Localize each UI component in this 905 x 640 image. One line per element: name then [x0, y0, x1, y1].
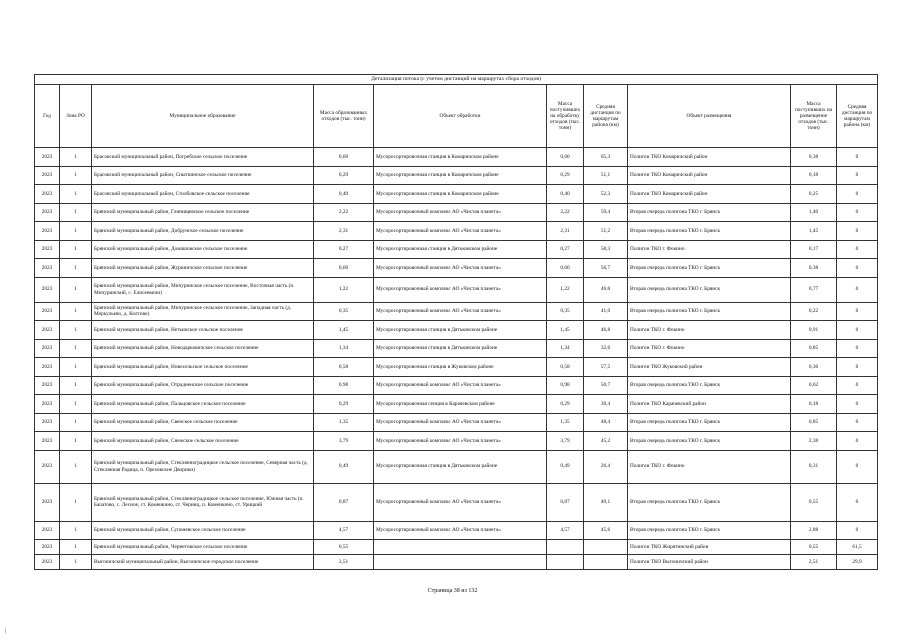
cell-generated-mass: 1,45: [314, 321, 374, 340]
cell-processing-distance: 52,3: [584, 185, 628, 204]
cell-processing-mass: 1,35: [547, 413, 584, 432]
table-row: [35, 339, 878, 358]
cell-generated-mass: 2,31: [314, 222, 374, 241]
cell-processing-mass: 2,22: [547, 203, 584, 222]
col-header-zone: Зона РО: [60, 85, 92, 148]
cell-processing-mass: 0,35: [547, 302, 584, 321]
cell-disposal-distance: 0: [837, 413, 878, 432]
cell-processing-distance: 46,6: [584, 277, 628, 302]
cell-processing-mass: [547, 540, 584, 555]
cell-generated-mass: 2,51: [314, 555, 374, 570]
cell-year: 2023: [35, 483, 60, 521]
cell-disposal-facility: Полигон ТКО Жуковский район: [628, 358, 791, 377]
cell-zone: 1: [60, 166, 92, 185]
cell-processing-distance: 57,5: [584, 358, 628, 377]
cell-generated-mass: 0,98: [314, 376, 374, 395]
cell-disposal-distance: 0: [837, 185, 878, 204]
cell-processing-distance: 48,4: [584, 413, 628, 432]
table-row: [35, 302, 878, 321]
cell-processing-distance: 58,3: [584, 240, 628, 259]
cell-municipality: Брянский муниципальный район, Пальцовское сельское поселение: [92, 395, 314, 414]
cell-disposal-facility: Полигон ТКО г. Фокино: [628, 339, 791, 358]
cell-generated-mass: 1,34: [314, 339, 374, 358]
col-header-disposal-facility: Объект размещения: [628, 85, 791, 148]
cell-municipality: Брянский муниципальный район, Мичуринское сельское поселение, Восточная часть (п. Мичуринский, с. Елисеевичи): [92, 277, 314, 302]
table-row: [35, 540, 878, 555]
cell-processing-mass: 2,31: [547, 222, 584, 241]
cell-disposal-distance: 0: [837, 339, 878, 358]
cell-processing-mass: 0,27: [547, 240, 584, 259]
cell-municipality: Брянский муниципальный район, Свенское сельское поселение: [92, 413, 314, 432]
cell-disposal-mass: 0,18: [791, 166, 837, 185]
cell-municipality: Брянский муниципальный район, Домашовское сельское поселение: [92, 240, 314, 259]
cell-processing-facility: Мусоросортировочная станция в Жуковском районе: [374, 358, 547, 377]
cell-disposal-facility: Полигон ТКО Жирятинский район: [628, 540, 791, 555]
cell-zone: 1: [60, 395, 92, 414]
cell-disposal-distance: 0: [837, 166, 878, 185]
cell-zone: 1: [60, 521, 92, 540]
cell-year: 2023: [35, 321, 60, 340]
cell-disposal-distance: 0: [837, 450, 878, 483]
cell-processing-distance: 30,4: [584, 395, 628, 414]
cell-disposal-mass: 2,38: [791, 432, 837, 451]
margin-mark: |: [5, 628, 7, 634]
cell-zone: 1: [60, 240, 92, 259]
cell-year: 2023: [35, 339, 60, 358]
cell-processing-distance: 51,2: [584, 222, 628, 241]
cell-processing-facility: Мусоросортировочный комплекс АО «Чистая планета»: [374, 259, 547, 278]
cell-municipality: Брянский муниципальный район, Журиничское сельское поселение: [92, 259, 314, 278]
cell-year: 2023: [35, 413, 60, 432]
table-body: [35, 148, 878, 570]
cell-year: 2023: [35, 540, 60, 555]
cell-disposal-facility: Полигон ТКО Комаричский район: [628, 185, 791, 204]
table-row: [35, 358, 878, 377]
cell-disposal-distance: 0: [837, 483, 878, 521]
cell-disposal-facility: Полигон ТКО г. Фокино: [628, 450, 791, 483]
cell-disposal-facility: Вторая очередь полигона ТКО г. Брянск: [628, 521, 791, 540]
cell-processing-distance: 56,7: [584, 259, 628, 278]
cell-year: 2023: [35, 277, 60, 302]
cell-year: 2023: [35, 166, 60, 185]
table-row: [35, 555, 878, 570]
cell-disposal-mass: 0,38: [791, 148, 837, 167]
col-header-disposal-distance: Средняя дистанция по маршрутам района (км): [837, 85, 878, 148]
cell-generated-mass: 2,22: [314, 203, 374, 222]
cell-municipality: Брянский муниципальный район, Нетьинское сельское поселение: [92, 321, 314, 340]
cell-disposal-facility: Полигон ТКО Комаричский район: [628, 166, 791, 185]
cell-disposal-facility: Полигон ТКО Выгоничский район: [628, 555, 791, 570]
cell-municipality: Брянский муниципальный район, Супоневское сельское поселение: [92, 521, 314, 540]
cell-disposal-mass: 1,40: [791, 203, 837, 222]
cell-processing-mass: 0,49: [547, 450, 584, 483]
cell-disposal-mass: 2,88: [791, 521, 837, 540]
cell-disposal-facility: Вторая очередь полигона ТКО г. Брянск: [628, 483, 791, 521]
cell-disposal-distance: 0: [837, 521, 878, 540]
table-row: [35, 413, 878, 432]
flow-detail-sheet: [34, 74, 877, 570]
cell-processing-mass: 0,87: [547, 483, 584, 521]
table-row: [35, 277, 878, 302]
cell-zone: 1: [60, 432, 92, 451]
cell-disposal-facility: Полигон ТКО г. Фокино: [628, 321, 791, 340]
cell-generated-mass: 0,29: [314, 395, 374, 414]
cell-zone: 1: [60, 277, 92, 302]
cell-municipality: Брянский муниципальный район, Стеклянноградицкое сельское поселение, Северная часть (д. Стеклянная Радица, п. Ореховские Дворики): [92, 450, 314, 483]
cell-municipality: Брасовский муниципальный район, Сныткинское сельское поселение: [92, 166, 314, 185]
cell-processing-facility: Мусоросортировочная станция в Комаричском районе: [374, 148, 547, 167]
cell-generated-mass: 0,60: [314, 259, 374, 278]
table-row: [35, 222, 878, 241]
cell-zone: 1: [60, 302, 92, 321]
table-row: [35, 321, 878, 340]
cell-processing-facility: Мусоросортировочный комплекс АО «Чистая планета»: [374, 521, 547, 540]
cell-disposal-facility: Вторая очередь полигона ТКО г. Брянск: [628, 432, 791, 451]
cell-processing-facility: Мусоросортировочный комплекс АО «Чистая планета»: [374, 277, 547, 302]
table-row: [35, 185, 878, 204]
cell-disposal-mass: 0,25: [791, 185, 837, 204]
cell-processing-facility: Мусоросортировочный комплекс АО «Чистая планета»: [374, 432, 547, 451]
cell-disposal-mass: 0,55: [791, 483, 837, 521]
cell-municipality: Брянский муниципальный район, Мичуринское сельское поселение, Западная часть (д. Меркульево, д. Колтово): [92, 302, 314, 321]
cell-disposal-facility: Вторая очередь полигона ТКО г. Брянск: [628, 259, 791, 278]
cell-zone: 1: [60, 222, 92, 241]
cell-disposal-distance: 0: [837, 321, 878, 340]
cell-zone: 1: [60, 555, 92, 570]
cell-processing-mass: 4,57: [547, 521, 584, 540]
flow-detail-table: [34, 74, 878, 570]
cell-zone: 1: [60, 540, 92, 555]
col-header-processing-facility: Объект обработки: [374, 85, 547, 148]
cell-disposal-facility: Вторая очередь полигона ТКО г. Брянск: [628, 302, 791, 321]
cell-year: 2023: [35, 395, 60, 414]
cell-processing-facility: Мусоросортировочный комплекс АО «Чистая планета»: [374, 302, 547, 321]
cell-processing-mass: 0,29: [547, 395, 584, 414]
cell-processing-mass: [547, 555, 584, 570]
col-header-generated-mass: Масса образованных отходов (тыс. тонн): [314, 85, 374, 148]
cell-year: 2023: [35, 259, 60, 278]
cell-disposal-mass: 2,51: [791, 555, 837, 570]
cell-municipality: Брянский муниципальный район, Глинищевское сельское поселение: [92, 203, 314, 222]
cell-processing-facility: Мусоросортировочный комплекс АО «Чистая планета»: [374, 483, 547, 521]
cell-processing-distance: 45,6: [584, 521, 628, 540]
cell-disposal-mass: 0,85: [791, 339, 837, 358]
cell-processing-facility: Мусоросортировочная сенция в Карачевском районе: [374, 395, 547, 414]
cell-processing-distance: 26,4: [584, 450, 628, 483]
cell-zone: 1: [60, 413, 92, 432]
cell-zone: 1: [60, 339, 92, 358]
cell-processing-mass: 0,40: [547, 185, 584, 204]
cell-processing-mass: 0,60: [547, 259, 584, 278]
cell-disposal-distance: 0: [837, 432, 878, 451]
cell-year: 2023: [35, 222, 60, 241]
cell-processing-facility: Мусоросортировочная станция в Дятьковском районе: [374, 321, 547, 340]
cell-processing-facility: [374, 555, 547, 570]
cell-zone: 1: [60, 259, 92, 278]
cell-generated-mass: 4,57: [314, 521, 374, 540]
cell-processing-mass: 0,98: [547, 376, 584, 395]
cell-disposal-facility: Вторая очередь полигона ТКО г. Брянск: [628, 413, 791, 432]
cell-processing-distance: [584, 540, 628, 555]
table-caption: Детализация потока (с учетом дистанций на маршрутах сбора отходов): [35, 75, 878, 85]
cell-processing-mass: 0,58: [547, 358, 584, 377]
cell-processing-distance: 50,7: [584, 376, 628, 395]
cell-zone: 1: [60, 358, 92, 377]
cell-processing-mass: 1,34: [547, 339, 584, 358]
cell-disposal-mass: 0,31: [791, 450, 837, 483]
cell-disposal-facility: Полигон ТКО г. Фокино: [628, 240, 791, 259]
cell-processing-facility: Мусоросортировочная станция в Комаричском районе: [374, 166, 547, 185]
cell-year: 2023: [35, 240, 60, 259]
cell-processing-distance: 59,4: [584, 203, 628, 222]
cell-municipality: Брянский муниципальный район, Новосельское сельское поселение: [92, 358, 314, 377]
table-row: [35, 432, 878, 451]
cell-zone: 1: [60, 321, 92, 340]
page-number: Страница 38 из 132: [427, 588, 478, 594]
table-row: [35, 148, 878, 167]
cell-disposal-distance: 0: [837, 222, 878, 241]
cell-processing-facility: Мусоросортировочная станция в Дятьковском районе: [374, 450, 547, 483]
cell-processing-distance: 41,0: [584, 302, 628, 321]
table-row: [35, 240, 878, 259]
cell-processing-facility: Мусоросортировочная станция в Комаричском районе: [374, 185, 547, 204]
cell-processing-mass: 0,29: [547, 166, 584, 185]
table-row: [35, 203, 878, 222]
cell-disposal-mass: 0,55: [791, 540, 837, 555]
cell-disposal-mass: 0,22: [791, 302, 837, 321]
cell-processing-distance: [584, 555, 628, 570]
table-row: [35, 521, 878, 540]
cell-processing-distance: 32,6: [584, 339, 628, 358]
cell-municipality: Выгоничский муниципальный район, Выгоничское городское поселение: [92, 555, 314, 570]
cell-municipality: Брянский муниципальный район, Добрунское сельское поселение: [92, 222, 314, 241]
cell-processing-distance: 51,1: [584, 166, 628, 185]
cell-processing-facility: Мусоросортировочный комплекс АО «Чистая планета»: [374, 413, 547, 432]
cell-generated-mass: 3,79: [314, 432, 374, 451]
cell-processing-distance: 45,2: [584, 432, 628, 451]
cell-disposal-mass: 0,62: [791, 376, 837, 395]
cell-year: 2023: [35, 521, 60, 540]
cell-disposal-distance: 0: [837, 203, 878, 222]
cell-generated-mass: 1,35: [314, 413, 374, 432]
cell-disposal-mass: 0,17: [791, 240, 837, 259]
cell-disposal-mass: 1,45: [791, 222, 837, 241]
cell-processing-distance: 40,1: [584, 483, 628, 521]
cell-generated-mass: 0,49: [314, 450, 374, 483]
cell-zone: 1: [60, 185, 92, 204]
cell-processing-mass: 3,79: [547, 432, 584, 451]
cell-processing-facility: [374, 540, 547, 555]
cell-disposal-mass: 0,91: [791, 321, 837, 340]
cell-generated-mass: 0,55: [314, 540, 374, 555]
col-header-disposal-mass: Масса поступивших на размещение отходов (тыс. тонн): [791, 85, 837, 148]
cell-municipality: Брянский муниципальный район, Стеклянноградицкое сельское поселение, Южная часть (п. Бачатово, с. Лесное, ст. Коменкино, ст. Черниц, п. Коменкино, ст. Урицкий: [92, 483, 314, 521]
cell-processing-facility: Мусоросортировочная станция в Дятьковском районе: [374, 339, 547, 358]
cell-processing-mass: 1,22: [547, 277, 584, 302]
cell-year: 2023: [35, 148, 60, 167]
table-row: [35, 376, 878, 395]
col-header-year: Год: [35, 85, 60, 148]
cell-generated-mass: 0,29: [314, 166, 374, 185]
table-row: [35, 166, 878, 185]
cell-generated-mass: 0,60: [314, 148, 374, 167]
cell-processing-facility: Мусоросортировочная станция в Дятьковском районе: [374, 240, 547, 259]
cell-disposal-facility: Полигон ТКО Комаричский район: [628, 148, 791, 167]
cell-generated-mass: 1,22: [314, 277, 374, 302]
cell-year: 2023: [35, 185, 60, 204]
cell-disposal-distance: 29,9: [837, 555, 878, 570]
cell-disposal-facility: Вторая очередь полигона ТКО г. Брянск: [628, 203, 791, 222]
cell-municipality: Брянский муниципальный район, Новодарковичское сельское поселение: [92, 339, 314, 358]
cell-disposal-mass: 0,85: [791, 413, 837, 432]
cell-disposal-facility: Полигон ТКО Карачевский район: [628, 395, 791, 414]
cell-year: 2023: [35, 450, 60, 483]
cell-zone: 1: [60, 203, 92, 222]
cell-processing-mass: 0,60: [547, 148, 584, 167]
table-row: [35, 395, 878, 414]
cell-disposal-distance: 61,5: [837, 540, 878, 555]
cell-zone: 1: [60, 376, 92, 395]
cell-disposal-distance: 0: [837, 302, 878, 321]
cell-zone: 1: [60, 483, 92, 521]
cell-disposal-distance: 0: [837, 395, 878, 414]
cell-processing-mass: 1,45: [547, 321, 584, 340]
cell-disposal-distance: 0: [837, 358, 878, 377]
cell-processing-distance: 65,3: [584, 148, 628, 167]
cell-municipality: Брасовский муниципальный район, Погребское сельское поселение: [92, 148, 314, 167]
cell-year: 2023: [35, 432, 60, 451]
cell-processing-facility: Мусоросортировочный комплекс АО «Чистая планета»: [374, 376, 547, 395]
cell-processing-facility: Мусоросортировочный комплекс АО «Чистая планета»: [374, 203, 547, 222]
cell-generated-mass: 0,87: [314, 483, 374, 521]
cell-municipality: Брянский муниципальный район, Чернетовское сельское поселение: [92, 540, 314, 555]
cell-disposal-distance: 0: [837, 259, 878, 278]
col-header-processing-distance: Средняя дистанция по маршрутам района (км): [584, 85, 628, 148]
cell-disposal-mass: 0,77: [791, 277, 837, 302]
table-row: [35, 450, 878, 483]
cell-zone: 1: [60, 450, 92, 483]
cell-municipality: Брянский муниципальный район, Снежское сельское поселение: [92, 432, 314, 451]
cell-year: 2023: [35, 302, 60, 321]
cell-processing-distance: 46,8: [584, 321, 628, 340]
cell-year: 2023: [35, 376, 60, 395]
cell-generated-mass: 0,27: [314, 240, 374, 259]
cell-disposal-mass: 0,18: [791, 395, 837, 414]
table-row: [35, 483, 878, 521]
cell-disposal-distance: 0: [837, 277, 878, 302]
cell-disposal-distance: 0: [837, 148, 878, 167]
cell-processing-facility: Мусоросортировочный комплекс АО «Чистая планета»: [374, 222, 547, 241]
cell-municipality: Брянский муниципальный район, Отрадненское сельское поселение: [92, 376, 314, 395]
cell-generated-mass: 0,58: [314, 358, 374, 377]
cell-municipality: Брасовский муниципальный район, Столбовское сельское поселение: [92, 185, 314, 204]
col-header-municipality: Муниципальное образование: [92, 85, 314, 148]
cell-disposal-distance: 0: [837, 240, 878, 259]
col-header-processing-mass: Масса поступивших на обработку отходов (тыс. тонн): [547, 85, 584, 148]
cell-year: 2023: [35, 555, 60, 570]
cell-disposal-facility: Вторая очередь полигона ТКО г. Брянск: [628, 277, 791, 302]
cell-disposal-mass: 0,36: [791, 358, 837, 377]
cell-disposal-mass: 0,38: [791, 259, 837, 278]
cell-disposal-facility: Вторая очередь полигона ТКО г. Брянск: [628, 376, 791, 395]
cell-year: 2023: [35, 358, 60, 377]
cell-zone: 1: [60, 148, 92, 167]
cell-disposal-facility: Вторая очередь полигона ТКО г. Брянск: [628, 222, 791, 241]
cell-generated-mass: 0,35: [314, 302, 374, 321]
cell-year: 2023: [35, 203, 60, 222]
cell-generated-mass: 0,40: [314, 185, 374, 204]
cell-disposal-distance: 0: [837, 376, 878, 395]
table-row: [35, 259, 878, 278]
